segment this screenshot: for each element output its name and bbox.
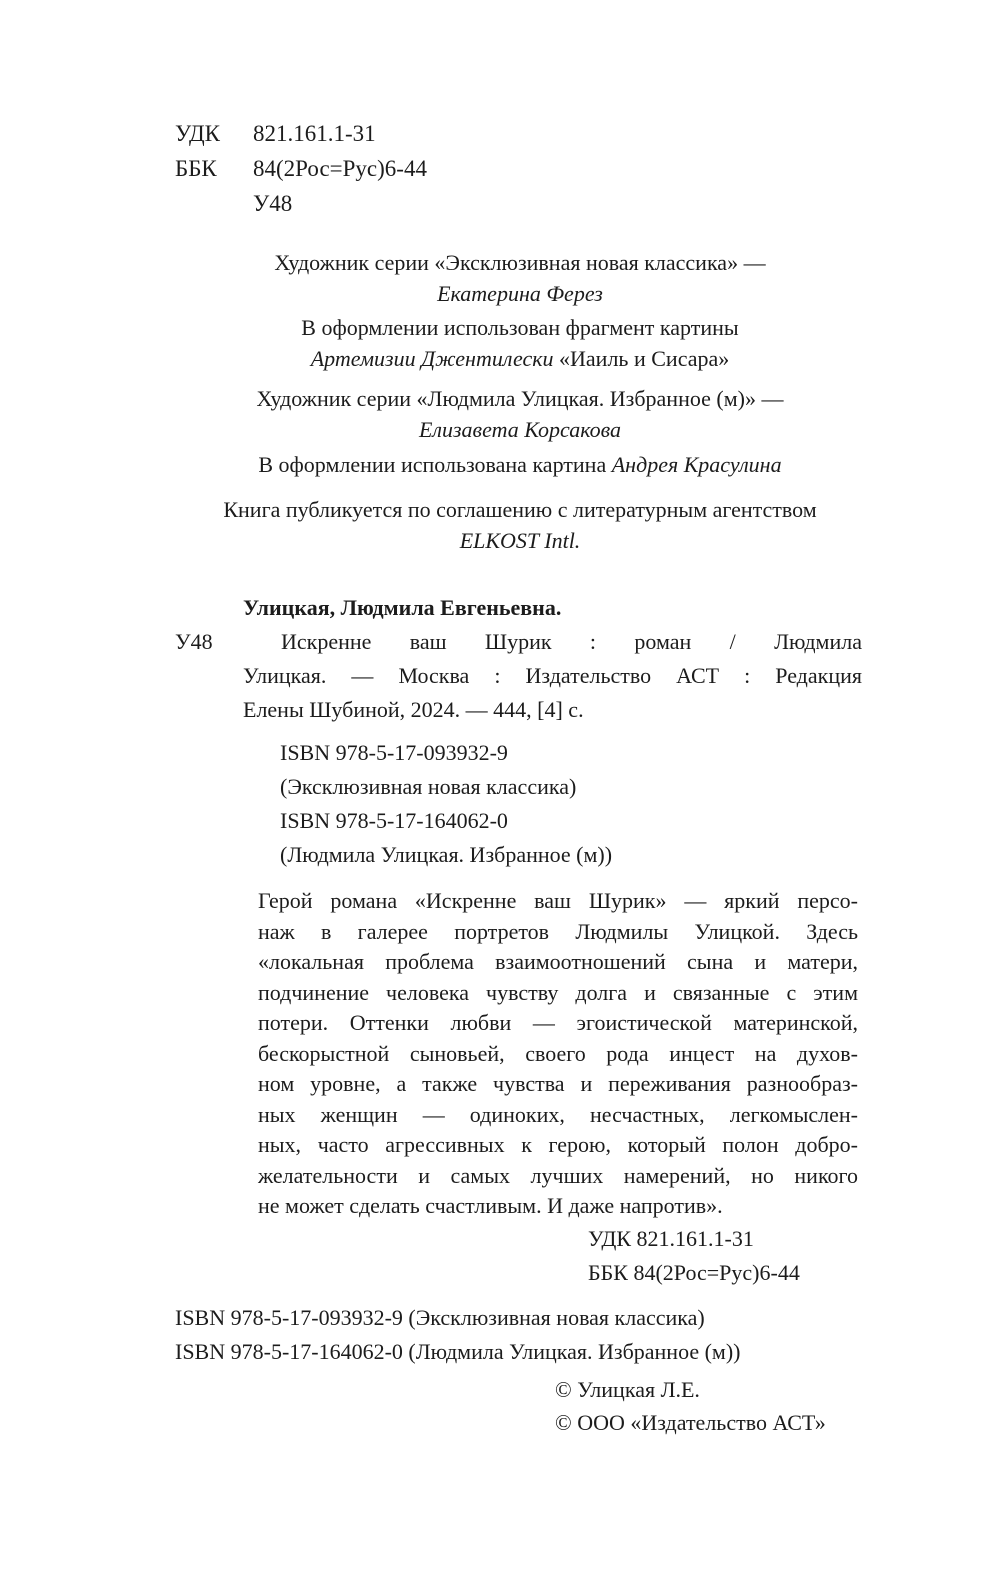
author-code-row xyxy=(175,186,427,221)
copyright-block xyxy=(555,1373,826,1439)
author-code: У48 xyxy=(253,191,293,216)
footer-isbn-2: ISBN 978-5-17-164062-0 (Людмила Улицкая. Избранное (м)) xyxy=(175,1339,741,1364)
bbk-row xyxy=(175,151,427,186)
series2-credit xyxy=(175,383,865,445)
series1-line: Художник серии «Эксклюзивная новая классика» — xyxy=(274,250,766,275)
artwork2-line: В оформлении использована картина xyxy=(258,452,607,477)
catalog-author: Улицкая, Людмила Евгеньевна. xyxy=(243,595,562,620)
footer-isbn-1: ISBN 978-5-17-093932-9 (Эксклюзивная новая классика) xyxy=(175,1305,705,1330)
artwork1-credit xyxy=(175,312,865,374)
artwork2-credit xyxy=(175,449,865,480)
agency-credit xyxy=(175,494,865,556)
artwork1-attribution xyxy=(175,343,865,374)
catalog-card xyxy=(175,591,862,727)
footer-classification-codes xyxy=(588,1222,800,1290)
artwork1-artist: Артемизии Джентилески xyxy=(310,346,554,371)
artwork1-title: «Иаиль и Сисара» xyxy=(559,346,730,371)
series1-artist: Екатерина Ферез xyxy=(437,281,603,306)
classification-codes xyxy=(175,116,427,221)
agency-name: ELKOST Intl. xyxy=(459,528,581,553)
bbk-value: 84(2Рос=Рус)6-44 xyxy=(253,156,427,181)
isbn-block: ISBN 978-5-17-093932-9 (Эксклюзивная новая классика) ISBN 978-5-17-164062-0 (Людмила Улицкая. Избранное (м)) xyxy=(280,740,613,867)
artwork1-line: В оформлении использован фрагмент картины xyxy=(301,315,739,340)
annotation-paragraph: Герой романа «Искренне ваш Шурик» — яркий персо- наж в галерее портретов Людмилы Улицкой. Здесь «локальная проблема взаимоотношений сына и матери, подчинение человека чувству долга и связанные с этим потери. Оттенки любви — эгоистической материнской, бескорыстной сыновьей, своего рода инцест на духов- ном уровне, а также чувства и переживания разнообраз- ных женщин — одиноких, несчастных, легкомыслен- ных, часто агрессивных к герою, который полон добро- желательности и самых лучших намерений, но никого не может сделать счастливым. И даже напротив». xyxy=(258,888,858,1218)
credits-section xyxy=(175,247,865,556)
copyright-author: © Улицкая Л.Е. xyxy=(555,1377,700,1402)
footer-bbk: ББК 84(2Рос=Рус)6-44 xyxy=(588,1260,800,1285)
series1-credit xyxy=(175,247,865,309)
footer-isbn-lines xyxy=(175,1301,741,1369)
series2-artist: Елизавета Корсакова xyxy=(418,417,622,442)
udk-label: УДК xyxy=(175,121,220,146)
udk-row xyxy=(175,116,427,151)
udk-value: 821.161.1-31 xyxy=(253,121,376,146)
catalog-entry-code: У48 xyxy=(175,629,213,654)
catalog-entry-text: Искренне ваш Шурик : роман / Людмила Улицкая. — Москва : Издательство АСТ : Редакция Елены Шубиной, 2024. — 444, [4] с. xyxy=(243,629,862,722)
footer-udk: УДК 821.161.1-31 xyxy=(588,1226,754,1251)
artwork2-artist: Андрея Красулина xyxy=(611,452,782,477)
catalog-entry xyxy=(175,625,862,727)
bbk-label: ББК xyxy=(175,156,217,181)
agency-line: Книга публикуется по соглашению с литературным агентством xyxy=(223,497,817,522)
series2-line: Художник серии «Людмила Улицкая. Избранное (м)» — xyxy=(256,386,784,411)
copyright-publisher: © ООО «Издательство АСТ» xyxy=(555,1410,826,1435)
